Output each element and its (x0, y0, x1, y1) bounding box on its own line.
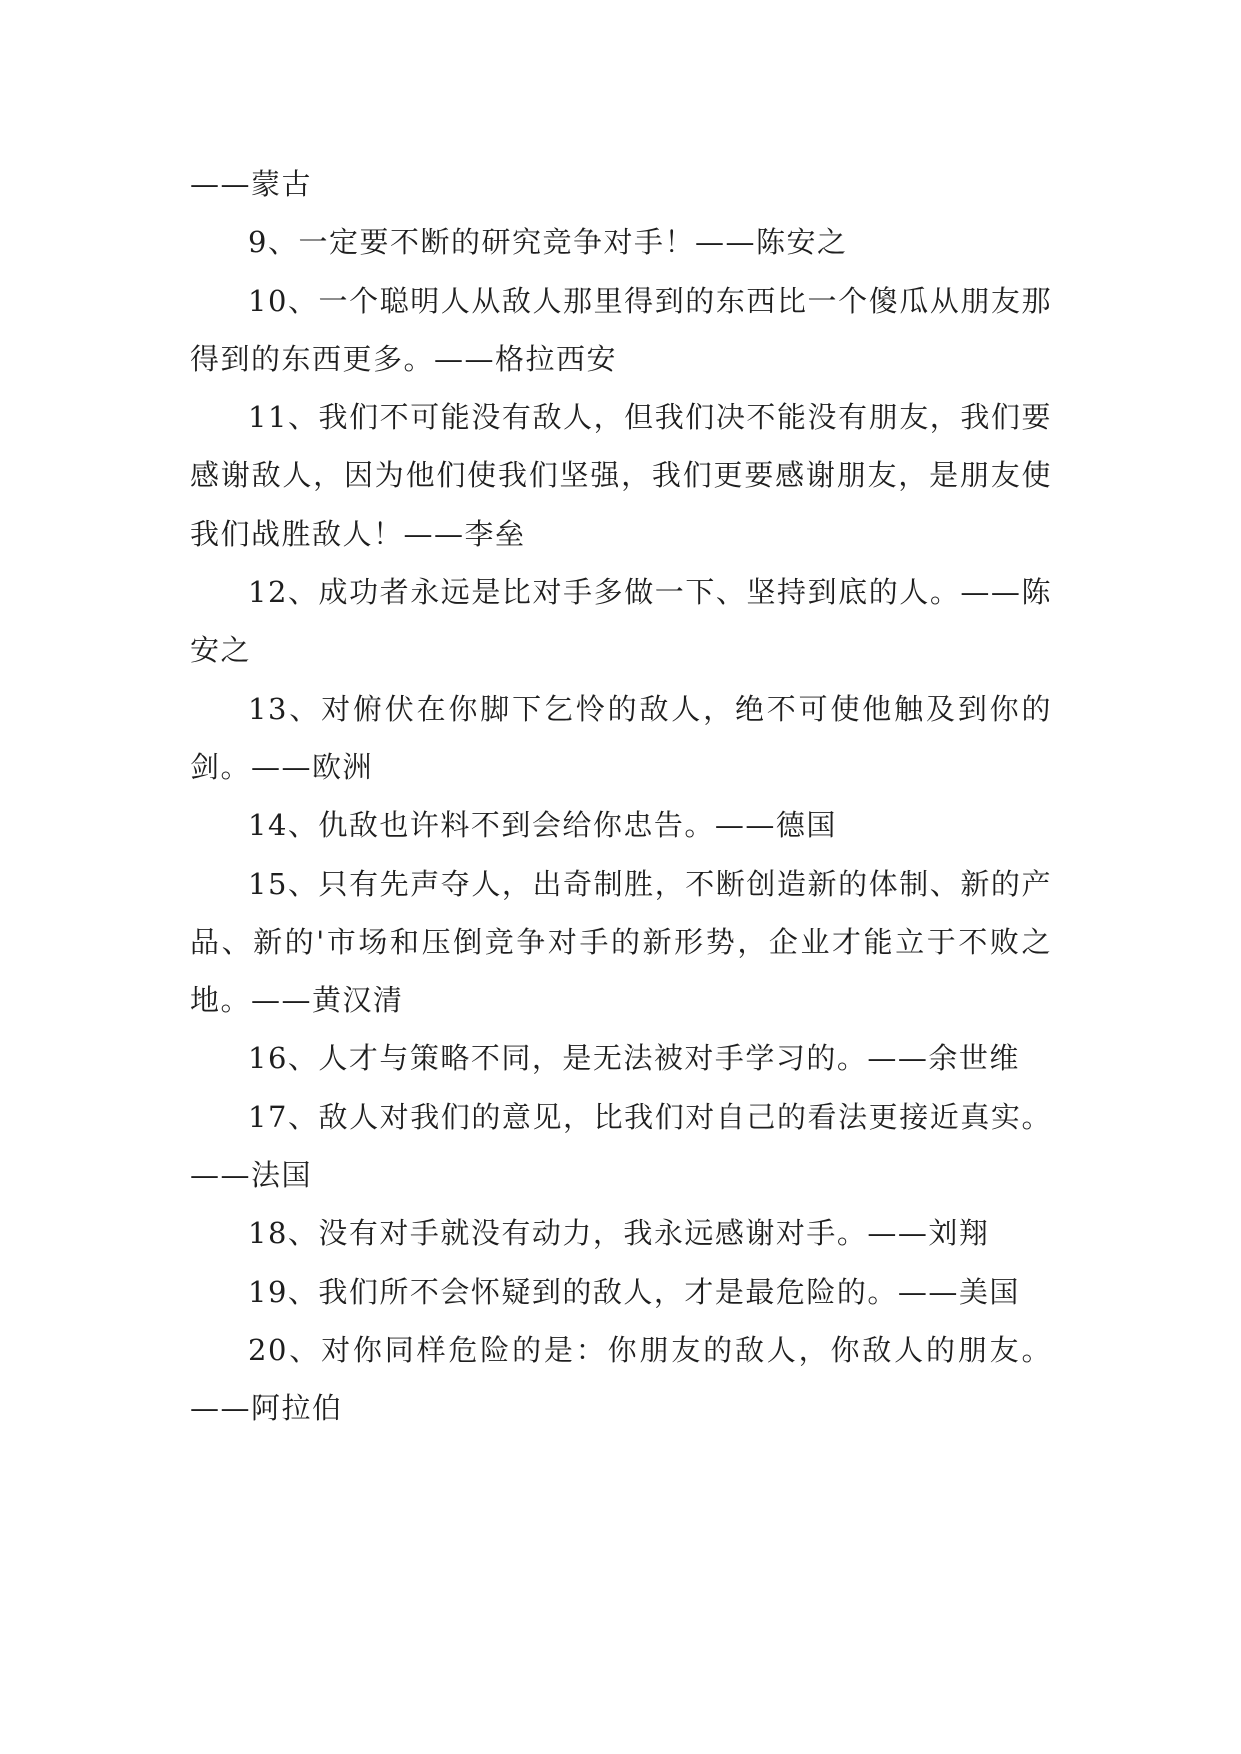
paragraph-4: 12、成功者永远是比对手多做一下、坚持到底的人。——陈安之 (190, 575, 1052, 668)
paragraph-7: 15、只有先声夺人，出奇制胜，不断创造新的体制、新的产品、新的'市场和压倒竞争对手的新形势，企业才能立于不败之地。——黄汉清 (190, 866, 1052, 1018)
paragraph-1: 9、一定要不断的研究竞争对手！——陈安之 (248, 225, 848, 260)
paragraph-6: 14、仇敌也许料不到会给你忠告。——德国 (248, 808, 837, 843)
paragraph-3: 11、我们不可能没有敌人，但我们决不能没有朋友，我们要感谢敌人，因为他们使我们坚强，我们更要感谢朋友，是朋友使我们战胜敌人！——李垒 (190, 400, 1052, 551)
paragraph-8: 16、人才与策略不同，是无法被对手学习的。——余世维 (248, 1041, 1020, 1076)
paragraph-10: 18、没有对手就没有动力，我永远感谢对手。——刘翔 (248, 1216, 990, 1251)
paragraph-5: 13、对俯伏在你脚下乞怜的敌人，绝不可使他触及到你的剑。——欧洲 (190, 691, 1052, 784)
paragraph-11: 19、我们所不会怀疑到的敌人，才是最危险的。——美国 (248, 1274, 1020, 1309)
document-body (190, 155, 1052, 1438)
paragraph-2: 10、一个聪明人从敌人那里得到的东西比一个傻瓜从朋友那得到的东西更多。——格拉西安 (190, 283, 1052, 376)
paragraph-0: ——蒙古 (190, 167, 313, 201)
paragraph-9: 17、敌人对我们的意见，比我们对自己的看法更接近真实。——法国 (190, 1099, 1052, 1193)
paragraph-12: 20、对你同样危险的是：你朋友的敌人，你敌人的朋友。——阿拉伯 (190, 1332, 1052, 1426)
